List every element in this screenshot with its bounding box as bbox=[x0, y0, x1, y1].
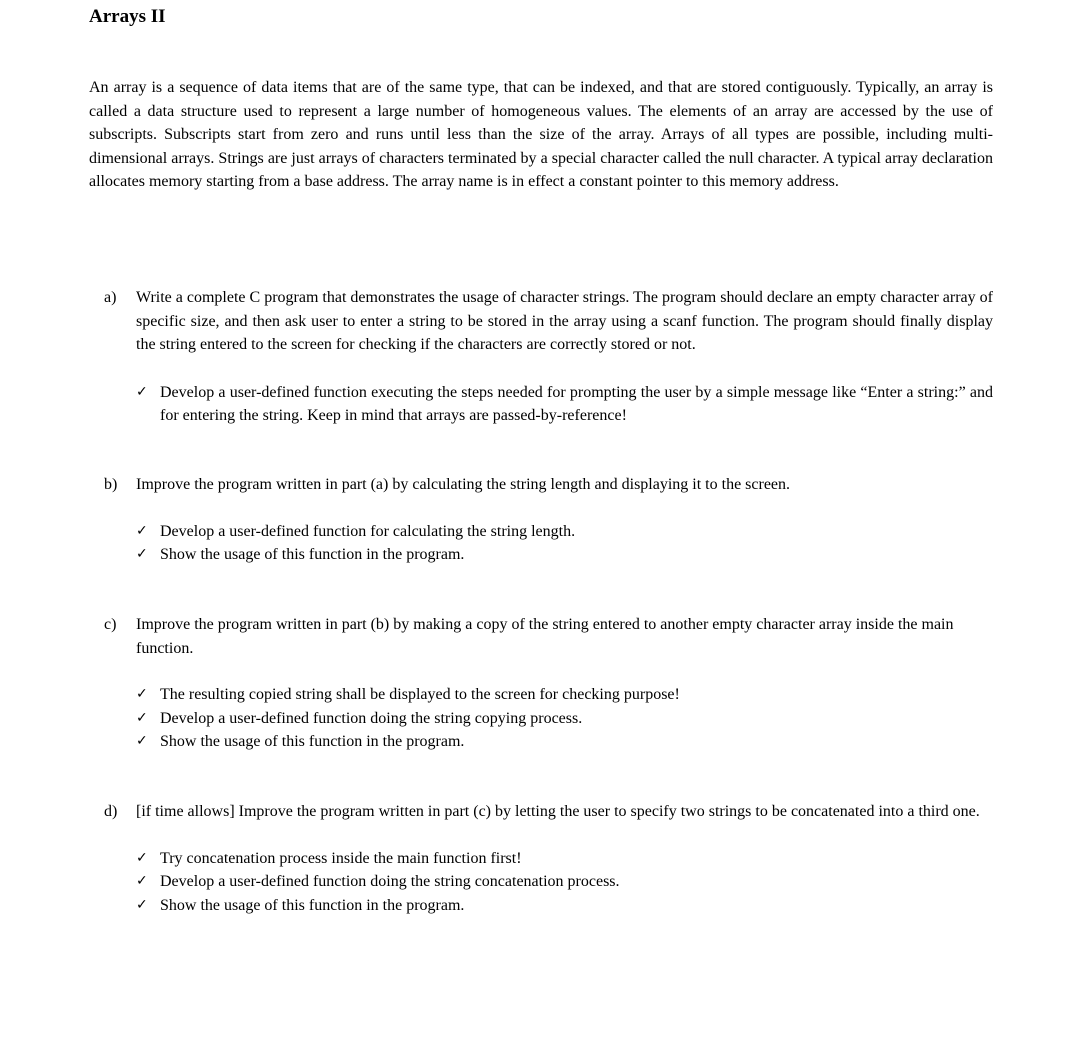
exercise-b-head bbox=[104, 473, 993, 497]
exercise-text: Improve the program written in part (b) by making a copy of the string entered to another empty character array inside the main function. bbox=[136, 616, 954, 657]
exercise-letter: c) bbox=[104, 616, 117, 633]
check-mark-icon: ✓ bbox=[136, 546, 148, 562]
check-mark-icon: ✓ bbox=[136, 733, 148, 749]
check-text: Develop a user-defined function executing the steps needed for prompting the user by a simple message like “Enter a string:” and for entering the string. Keep in mind that arrays are passed-by-reference! bbox=[160, 383, 993, 424]
check-text: Develop a user-defined function doing the string concatenation process. bbox=[160, 873, 620, 890]
check-mark-icon: ✓ bbox=[136, 873, 148, 889]
page-title: Arrays II bbox=[89, 6, 166, 27]
exercise-text: [if time allows] Improve the program written in part (c) by letting the user to specify two strings to be concatenated into a third one. bbox=[136, 803, 980, 820]
check-text: Show the usage of this function in the program. bbox=[160, 546, 465, 563]
check-text: Develop a user-defined function doing the string copying process. bbox=[160, 709, 583, 727]
checklist bbox=[136, 683, 993, 754]
check-item bbox=[136, 870, 993, 894]
check-item bbox=[136, 730, 993, 754]
exercise-a bbox=[104, 286, 993, 428]
intro-paragraph: An array is a sequence of data items that are of the same type, that can be indexed, and that are stored contiguously. Typically, an array is called a data structure used to represent a large number of homogeneous values. The elements of an array are accessed by the use of subscripts. Subscripts start from zero and runs until less than the size of the array. Arrays of all types are possible, including multi-dimensional arrays. Strings are just arrays of characters terminated by a special character called the null character. A typical array declaration allocates memory starting from a base address. The array name is in effect a constant pointer to this memory address. bbox=[89, 79, 993, 190]
exercise-c-head bbox=[104, 613, 993, 660]
exercise-b bbox=[104, 473, 993, 567]
check-text: Try concatenation process inside the main function first! bbox=[160, 849, 522, 867]
check-item bbox=[136, 894, 993, 918]
checklist bbox=[136, 381, 993, 428]
check-mark-icon: ✓ bbox=[136, 383, 148, 400]
check-text: Show the usage of this function in the program. bbox=[160, 896, 465, 914]
check-item bbox=[136, 381, 993, 428]
exercise-letter: b) bbox=[104, 476, 118, 493]
check-mark-icon: ✓ bbox=[136, 896, 148, 913]
exercise-a-head bbox=[104, 286, 993, 357]
exercise-letter: a) bbox=[104, 289, 117, 306]
check-item bbox=[136, 847, 993, 871]
exercise-text: Write a complete C program that demonstrates the usage of character strings. The program should declare an empty character array of specific size, and then ask user to enter a string to be stored in the array using a scanf function. The program should finally display the string entered to the screen for checking if the characters are correctly stored or not. bbox=[136, 289, 993, 353]
check-item bbox=[136, 520, 993, 544]
exercise-c bbox=[104, 613, 993, 754]
check-mark-icon: ✓ bbox=[136, 522, 148, 539]
exercise-d bbox=[104, 800, 993, 917]
check-mark-icon: ✓ bbox=[136, 686, 148, 702]
check-text: Show the usage of this function in the program. bbox=[160, 733, 465, 750]
check-item bbox=[136, 707, 993, 731]
check-item bbox=[136, 543, 993, 567]
checklist bbox=[136, 520, 993, 567]
check-mark-icon: ✓ bbox=[136, 709, 148, 726]
check-mark-icon: ✓ bbox=[136, 849, 148, 866]
check-text: Develop a user-defined function for calculating the string length. bbox=[160, 522, 576, 540]
exercise-text: Improve the program written in part (a) by calculating the string length and displaying it to the screen. bbox=[136, 476, 791, 493]
check-text: The resulting copied string shall be displayed to the screen for checking purpose! bbox=[160, 686, 680, 703]
exercise-letter: d) bbox=[104, 803, 118, 820]
check-item bbox=[136, 683, 993, 707]
checklist bbox=[136, 847, 993, 918]
exercise-d-head bbox=[104, 800, 993, 824]
